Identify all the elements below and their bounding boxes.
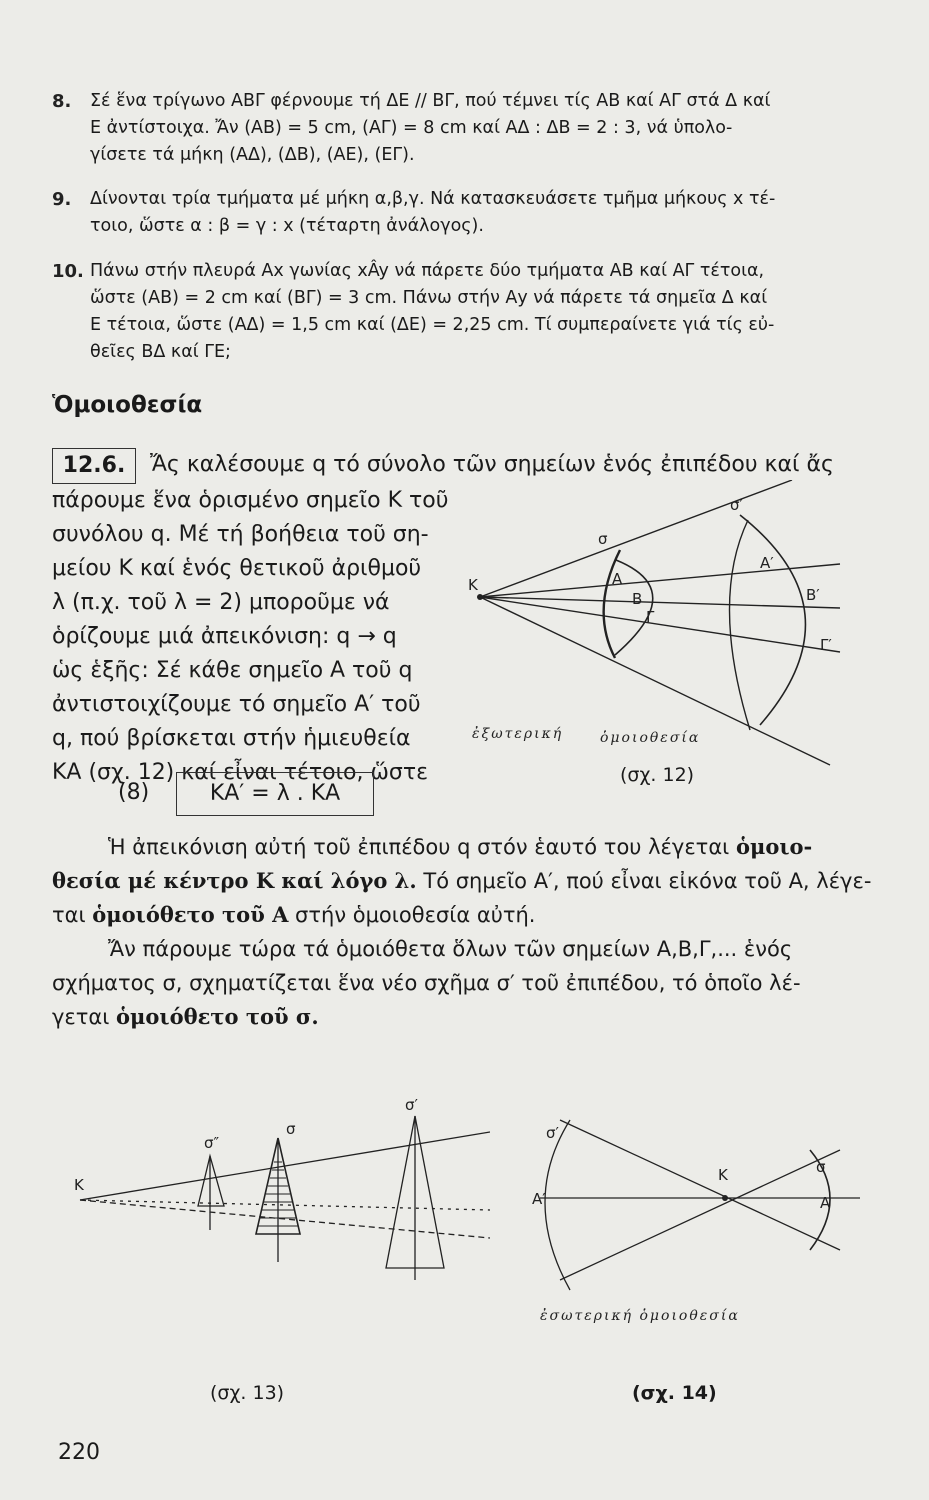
text: γεται: [52, 1005, 117, 1029]
figure-13: [60, 1090, 490, 1280]
text-line: λ (π.χ. τοῦ λ = 2) μποροῦμε νά: [52, 590, 390, 615]
label-sigma-prime: σ′: [730, 496, 743, 514]
text-line: ἀντιστοιχίζουμε τό σημεῖο Α′ τοῦ: [52, 692, 421, 717]
text-line: q, πού βρίσκεται στήν ἡμιευθεία: [52, 726, 411, 751]
text-line: ὡς ἑξῆς: Σέ κάθε σημεῖο Α τοῦ q: [52, 658, 413, 683]
note-homothety: ὁμοιοθεσία: [600, 730, 701, 746]
label-sigma-prime: σ′: [405, 1096, 418, 1114]
label-sigma: σ: [816, 1158, 826, 1176]
note-external: ἐξωτερική: [472, 726, 564, 742]
paragraph-number: 12.6.: [52, 448, 136, 484]
label-A: Α: [612, 570, 623, 588]
text-line: πάρουμε ἕνα ὁρισμένο σημεῖο Κ τοῦ: [52, 488, 449, 513]
label-K: Κ: [468, 576, 478, 594]
label-B-prime: Β′: [806, 586, 820, 604]
exercise-line: ὥστε (ΑΒ) = 2 cm καί (ΒΓ) = 3 cm. Πάνω στήν Αy νά πάρετε τά σημεῖα Δ καί: [90, 288, 768, 308]
label-G: Γ: [646, 608, 655, 626]
left-column-text: [52, 484, 449, 790]
paragraph2-line-1: Ἄν πάρουμε τώρα τά ὁμοιόθετα ὅλων τῶν σημείων Α,Β,Γ,... ἑνός: [108, 937, 793, 961]
text-line: ΚΑ (σχ. 12) καί εἶναι τέτοιο, ὥστε: [52, 760, 428, 785]
exercise-line: Σέ ἕνα τρίγωνο ΑΒΓ φέρνουμε τή ΔΕ // ΒΓ, πού τέμνει τίς ΑΒ καί ΑΓ στά Δ καί: [90, 91, 771, 111]
formula-label: (8): [118, 780, 150, 805]
text: στήν ὁμοιοθεσία αὐτή.: [288, 903, 536, 927]
exercise-line: θεῖες ΒΔ καί ΓΕ;: [90, 342, 231, 362]
first-line: Ἄς καλέσουμε q τό σύνολο τῶν σημείων ἑνός ἐπιπέδου καί ἄς: [150, 452, 834, 477]
label-A-prime: Α′: [532, 1190, 546, 1208]
label-K: Κ: [718, 1166, 728, 1184]
text: Ἡ ἀπεικόνιση αὐτή τοῦ ἐπιπέδου q στόν ἑαυτό του λέγεται: [108, 835, 736, 859]
exercise-line: Δίνονται τρία τμήματα μέ μήκη α,β,γ. Νά κατασκευάσετε τμῆμα μήκους x τέ-: [90, 189, 776, 209]
label-sigma-prime: σ′: [546, 1124, 559, 1142]
exercise-8: [52, 88, 872, 169]
exercise-number: 10.: [52, 261, 84, 282]
page-number: 220: [58, 1440, 100, 1465]
note-internal-homothety: ἐσωτερική ὁμοιοθεσία: [540, 1308, 740, 1324]
section-title: Ὁμοιοθεσία: [52, 392, 203, 418]
caption-fig14: (σχ. 14): [632, 1382, 717, 1404]
label-sigma: σ: [598, 530, 608, 548]
exercise-line: γίσετε τά μήκη (ΑΔ), (ΔΒ), (ΑΕ), (ΕΓ).: [90, 145, 415, 165]
label-sigma-double-prime: σ″: [204, 1134, 220, 1152]
definition-line-2: [52, 864, 874, 898]
caption-fig13: (σχ. 13): [210, 1382, 285, 1404]
figure-14: [520, 1110, 870, 1330]
label-A: Α: [820, 1194, 831, 1212]
text: Τό σημεῖο Α′, πού εἶναι εἰκόνα τοῦ Α, λέγε-: [416, 869, 872, 893]
label-B: Β: [632, 590, 643, 608]
paragraph2-line-2: σχήματος σ, σχηματίζεται ἕνα νέο σχῆμα σ′ τοῦ ἐπιπέδου, τό ὁποῖο λέ-: [52, 971, 801, 995]
bold-term: ὁμοιόθετο τοῦ σ.: [116, 1004, 319, 1029]
definition-line-1: [108, 830, 874, 864]
text-line: ὁρίζουμε μιά ἀπεικόνιση: q → q: [52, 624, 397, 649]
bold-term: ὁμοιο-: [735, 834, 813, 859]
exercise-line: τοιο, ὥστε α : β = γ : x (τέταρτη ἀνάλογος).: [90, 216, 484, 236]
exercise-line: Ε ἀντίστοιχα. Ἄν (ΑΒ) = 5 cm, (ΑΓ) = 8 cm καί ΑΔ : ΔΒ = 2 : 3, νά ὑπολο-: [90, 118, 733, 138]
exercise-number: 9.: [52, 189, 72, 210]
label-A-prime: Α′: [760, 554, 774, 572]
label-sigma: σ: [286, 1120, 296, 1138]
label-K: Κ: [74, 1176, 84, 1194]
text: ται: [52, 903, 93, 927]
exercise-line: Πάνω στήν πλευρά Αx γωνίας xÂy νά πάρετε δύο τμήματα ΑΒ καί ΑΓ τέτοια,: [90, 261, 765, 281]
label-G-prime: Γ′: [820, 636, 832, 654]
paragraph2-line-3: [52, 1000, 874, 1034]
caption-fig12: (σχ. 12): [620, 764, 695, 786]
bold-term: ὁμοιόθετο τοῦ Α: [92, 902, 289, 927]
text-line: συνόλου q. Μέ τή βοήθεια τοῦ ση-: [52, 522, 429, 547]
exercise-number: 8.: [52, 91, 72, 112]
formula-box: ΚΑ′ = λ . ΚΑ: [176, 772, 374, 816]
text-line: μείου Κ καί ἑνός θετικοῦ ἀριθμοῦ: [52, 556, 422, 581]
exercise-line: Ε τέτοια, ὥστε (ΑΔ) = 1,5 cm καί (ΔΕ) = 2,25 cm. Τί συμπεραίνετε γιά τίς εὐ-: [90, 315, 775, 335]
bold-term: θεσία μέ κέντρο Κ καί λόγο λ.: [52, 868, 417, 893]
figure-12: [440, 480, 880, 790]
definition-line-3: [52, 898, 874, 932]
exercise-10: [52, 258, 872, 366]
exercise-9: [52, 186, 872, 240]
